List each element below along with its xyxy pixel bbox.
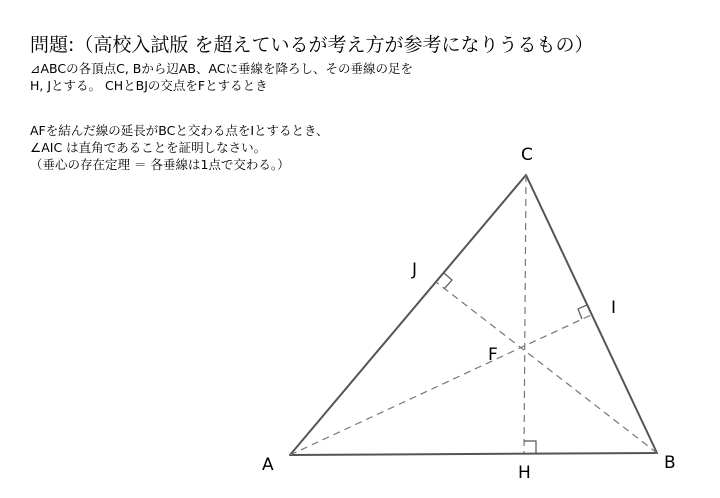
label-b: B [664, 453, 676, 473]
altitude-bj [436, 282, 657, 453]
altitude-ch [524, 175, 526, 453]
intro-line-2: H, Jとする。 CHとBJの交点をFとするとき [30, 78, 268, 93]
side-bc [526, 175, 657, 453]
problem-title: 問題:（高校入試版 を超えているが考え方が参考になりうるもの） [30, 34, 594, 56]
side-ac [290, 175, 526, 455]
label-j: J [412, 260, 418, 280]
intro-line-1: ⊿ABCの各頂点C, Bから辺AB、ACに垂線を降ろし、その垂線の足を [30, 61, 414, 76]
label-h: H [518, 463, 531, 483]
task-line-2: ∠AIC は直角であることを証明しなさい。 [30, 140, 267, 155]
label-c: C [521, 145, 533, 165]
label-i: I [611, 298, 617, 318]
label-f: F [488, 345, 498, 365]
task-line-3: （垂心の存在定理 ＝ 各垂線は1点で交わる。） [30, 157, 290, 172]
altitude-ai [290, 315, 591, 455]
right-angle-mark-h [524, 441, 536, 453]
label-a: A [262, 455, 274, 475]
task-line-1: AFを結んだ線の延長がBCと交わる点をIとするとき、 [30, 123, 329, 138]
side-ab [290, 453, 657, 455]
right-angle-mark-j [444, 273, 452, 289]
